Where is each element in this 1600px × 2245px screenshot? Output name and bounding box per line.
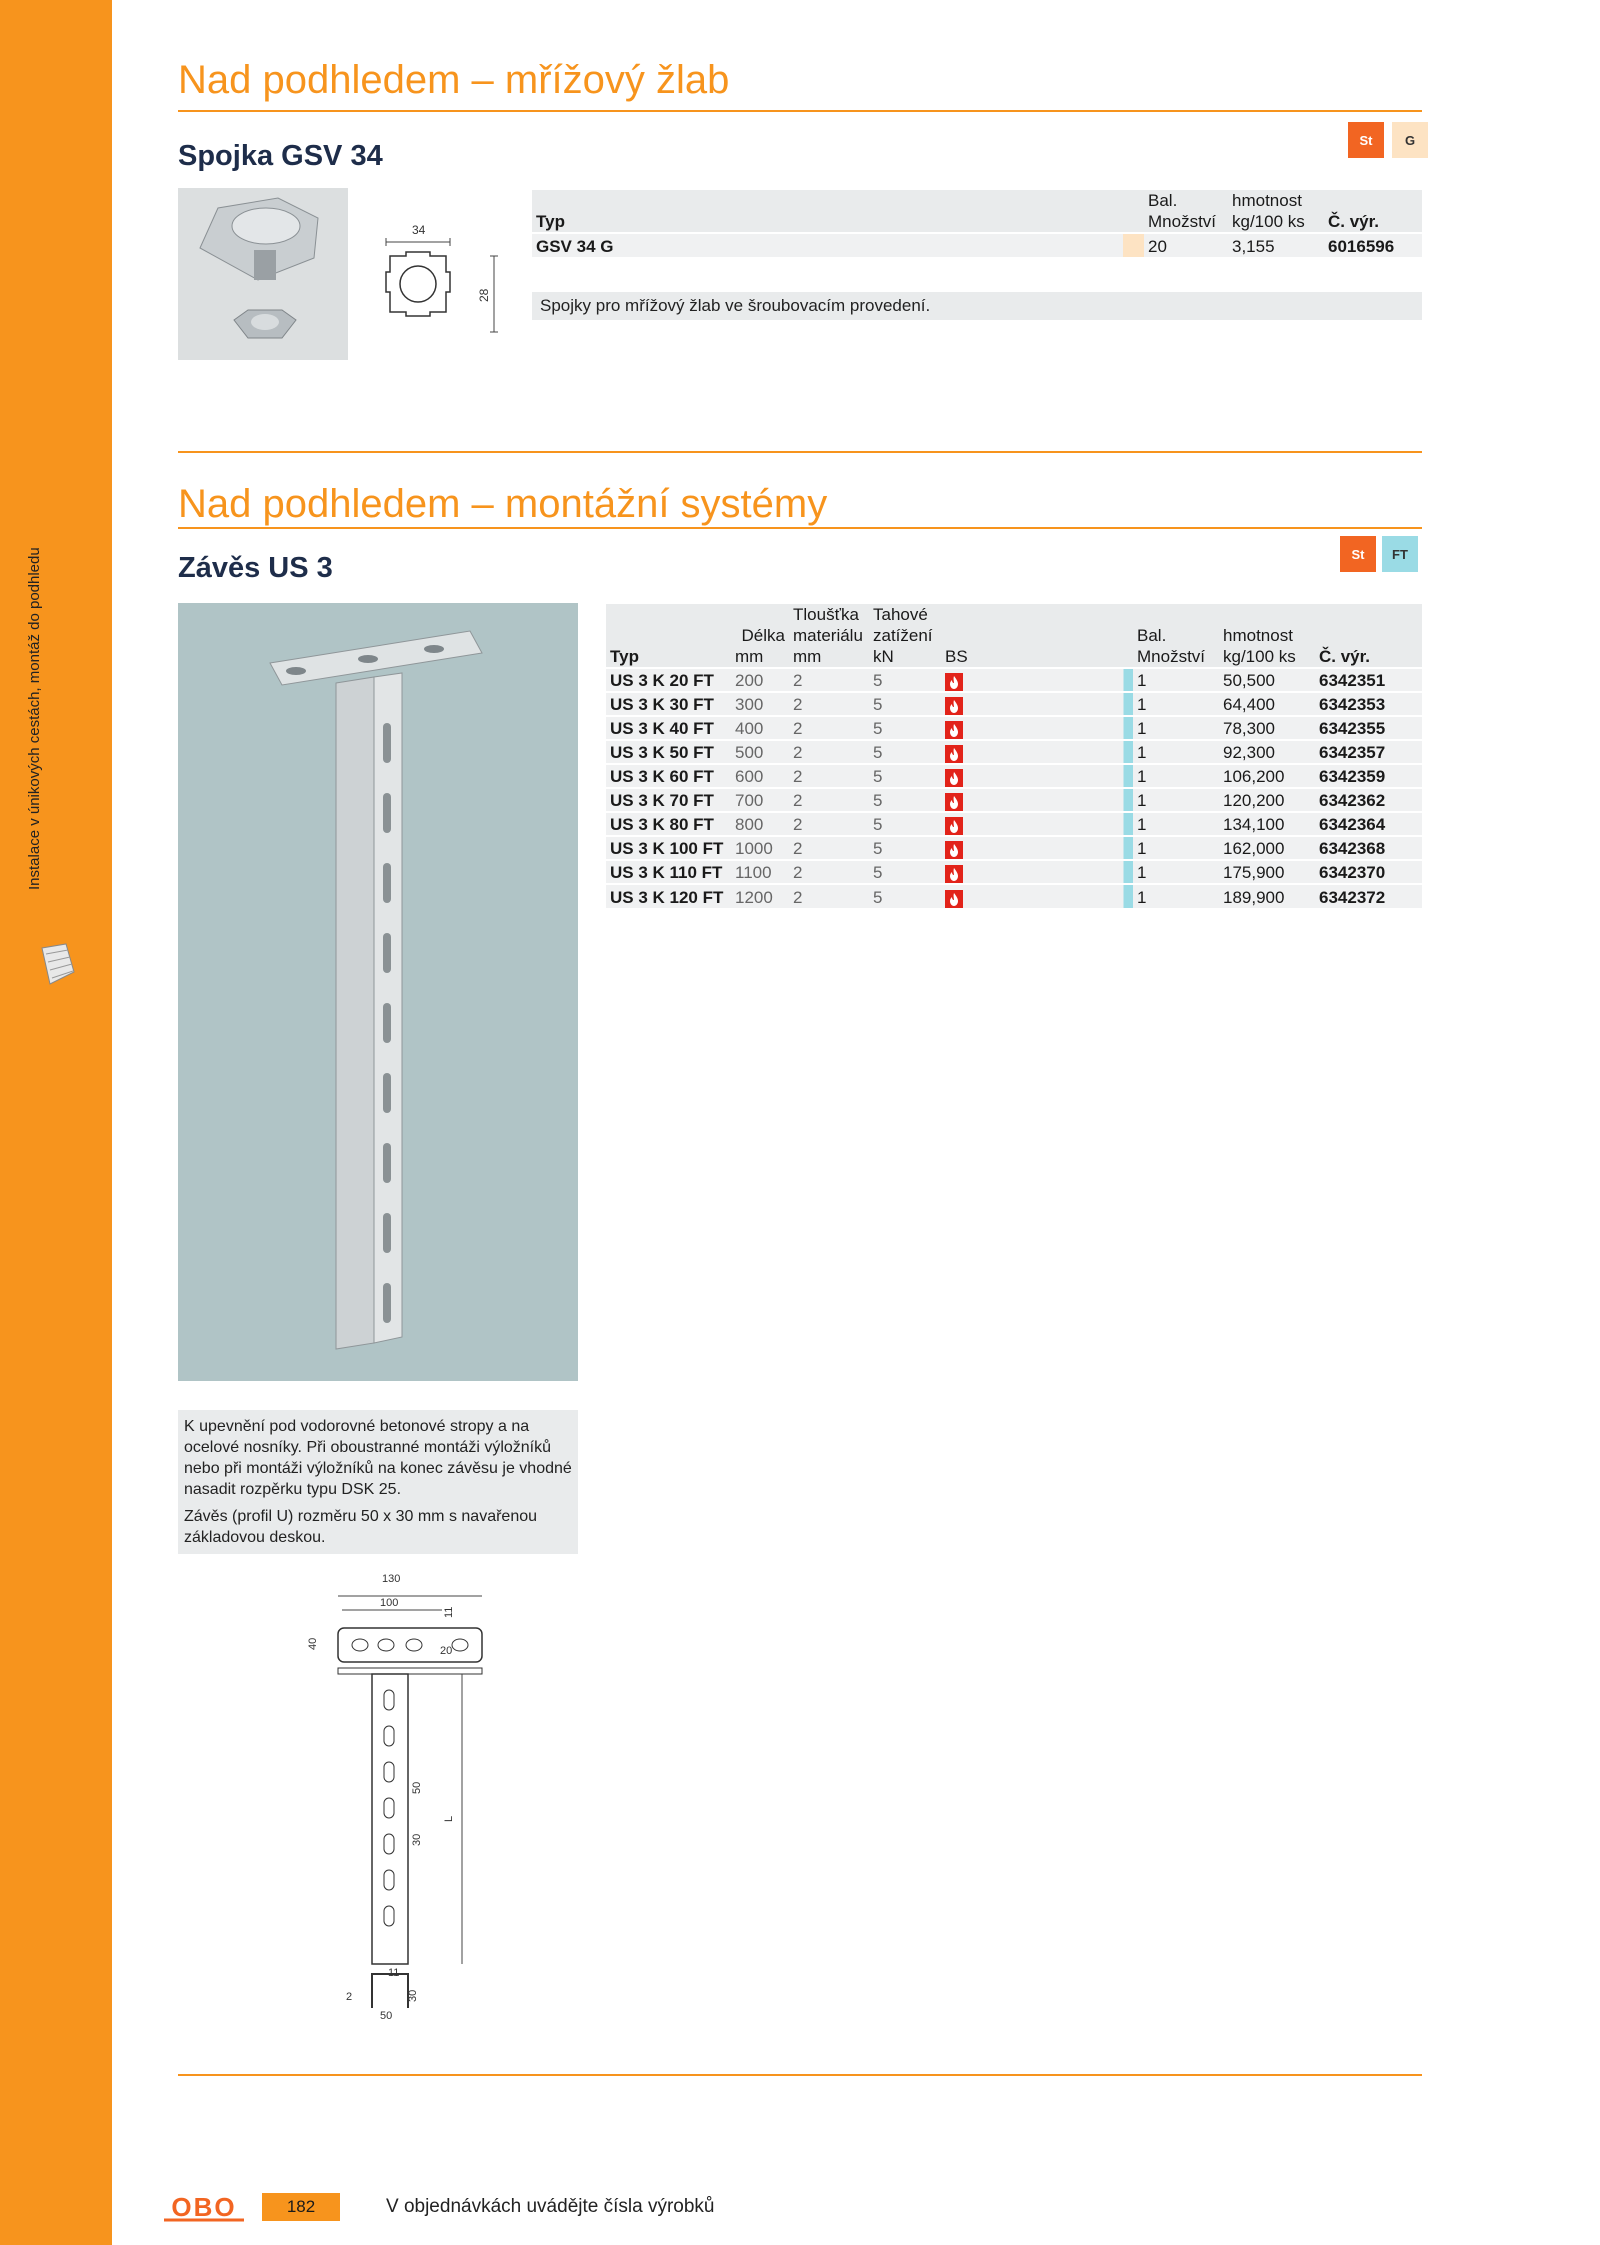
section-title-mounting: Nad podhledem – montážní systémy [178, 482, 828, 526]
fire-safety-icon [941, 788, 973, 812]
dim-width-label: 34 [412, 223, 426, 237]
product-description-us3 [178, 1410, 578, 1554]
product-photo-gsv34 [178, 188, 348, 360]
fire-safety-icon [941, 740, 973, 764]
table-row: US 3 K 60 FT 600 2 5 1 106,200 6342359 [606, 764, 1422, 788]
table-row: US 3 K 20 FT 200 2 5 1 50,500 6342351 [606, 668, 1422, 692]
col-cislo: Č. výr. [1324, 190, 1422, 233]
obo-logo [164, 2192, 244, 2222]
dimension-drawing-us3 [292, 1568, 492, 2008]
table-row: US 3 K 120 FT 1200 2 5 1 189,900 6342372 [606, 884, 1422, 908]
col-hmotnost: hmotnost kg/100 ks [1228, 190, 1324, 233]
svg-text:50: 50 [411, 1781, 423, 1794]
footer-rule [178, 2074, 1422, 2076]
material-badge-steel: St [1340, 536, 1376, 572]
fire-safety-icon [941, 668, 973, 692]
description-paragraph: Závěs (profil U) rozměru 50 x 30 mm s navařenou základovou deskou. [184, 1508, 538, 1546]
table-row: US 3 K 50 FT 500 2 5 1 92,300 6342357 [606, 740, 1422, 764]
svg-text:11: 11 [443, 1606, 455, 1618]
sidebar-category-label: Instalace v únikových cestách, montáž do podhledu [26, 547, 43, 890]
svg-text:11: 11 [388, 1967, 400, 1979]
table-row: US 3 K 100 FT 1000 2 5 1 162,000 6342368 [606, 836, 1422, 860]
page-number: 182 [262, 2193, 340, 2221]
fire-safety-icon [941, 716, 973, 740]
product-table-gsv34 [532, 190, 1422, 257]
product-title-gsv34: Spojka GSV 34 [178, 140, 383, 172]
table-row: US 3 K 70 FT 700 2 5 1 120,200 6342362 [606, 788, 1422, 812]
table-row: US 3 K 80 FT 800 2 5 1 134,100 6342364 [606, 812, 1422, 836]
finish-badge-ft: FT [1382, 536, 1418, 572]
svg-text:30: 30 [411, 1833, 423, 1846]
cable-tray-icon [38, 942, 78, 992]
fire-safety-icon [941, 812, 973, 836]
footer-note: V objednávkách uvádějte čísla výrobků [386, 2196, 715, 2217]
col-typ: Typ [532, 190, 624, 233]
section-rule [178, 110, 1422, 112]
svg-text:40: 40 [307, 1637, 319, 1650]
dim-height-label: 28 [477, 288, 491, 302]
svg-text:130: 130 [382, 1573, 401, 1585]
table-row: US 3 K 30 FT 300 2 5 1 64,400 6342353 [606, 692, 1422, 716]
dim-50-label: 50 [380, 2010, 393, 2022]
description-paragraph: K upevnění pod vodorovné betonové stropy a na ocelové nosníky. Při oboustranné montáži výložníků nebo při montáži výložníků na konec závěsu je vhodné nasadit rozpěrku typu DSK 25. [184, 1418, 572, 1498]
material-badge-steel: St [1348, 122, 1384, 158]
fire-safety-icon [941, 884, 973, 908]
product-photo-us3 [178, 603, 578, 1381]
section-rule [178, 527, 1422, 529]
svg-text:L: L [443, 1815, 455, 1822]
table-header [532, 190, 1422, 233]
product-description-gsv34: Spojky pro mřížový žlab ve šroubovacím provedení. [532, 292, 1422, 320]
svg-text:30: 30 [407, 1989, 419, 2002]
finish-badge-galvanized: G [1392, 122, 1428, 158]
fire-safety-icon [941, 836, 973, 860]
col-bal: Bal. Množství [1144, 190, 1228, 233]
svg-text:OBO: OBO [171, 2192, 237, 2222]
svg-text:100: 100 [380, 1597, 399, 1609]
product-title-us3: Závěs US 3 [178, 552, 333, 584]
table-row: GSV 34 G 20 3,155 6016596 [532, 233, 1422, 257]
product-table-us3 [606, 604, 1422, 908]
fire-safety-icon [941, 860, 973, 884]
svg-text:2: 2 [346, 1991, 353, 2003]
section-title-grid-tray: Nad podhledem – mřížový žlab [178, 58, 730, 102]
fire-safety-icon [941, 692, 973, 716]
table-header: Typ Délka mm Tloušťka materiálu mm Tahové zatížení kN BS Bal. Množství hmotnost kg/100 ks Č. výr. [606, 604, 1422, 668]
section-rule [178, 451, 1422, 453]
dimension-drawing-gsv34 [376, 212, 506, 342]
table-row: US 3 K 40 FT 400 2 5 1 78,300 6342355 [606, 716, 1422, 740]
fire-safety-icon [941, 764, 973, 788]
table-row: US 3 K 110 FT 1100 2 5 1 175,900 6342370 [606, 860, 1422, 884]
svg-text:20: 20 [440, 1645, 453, 1657]
sidebar [0, 0, 112, 2245]
